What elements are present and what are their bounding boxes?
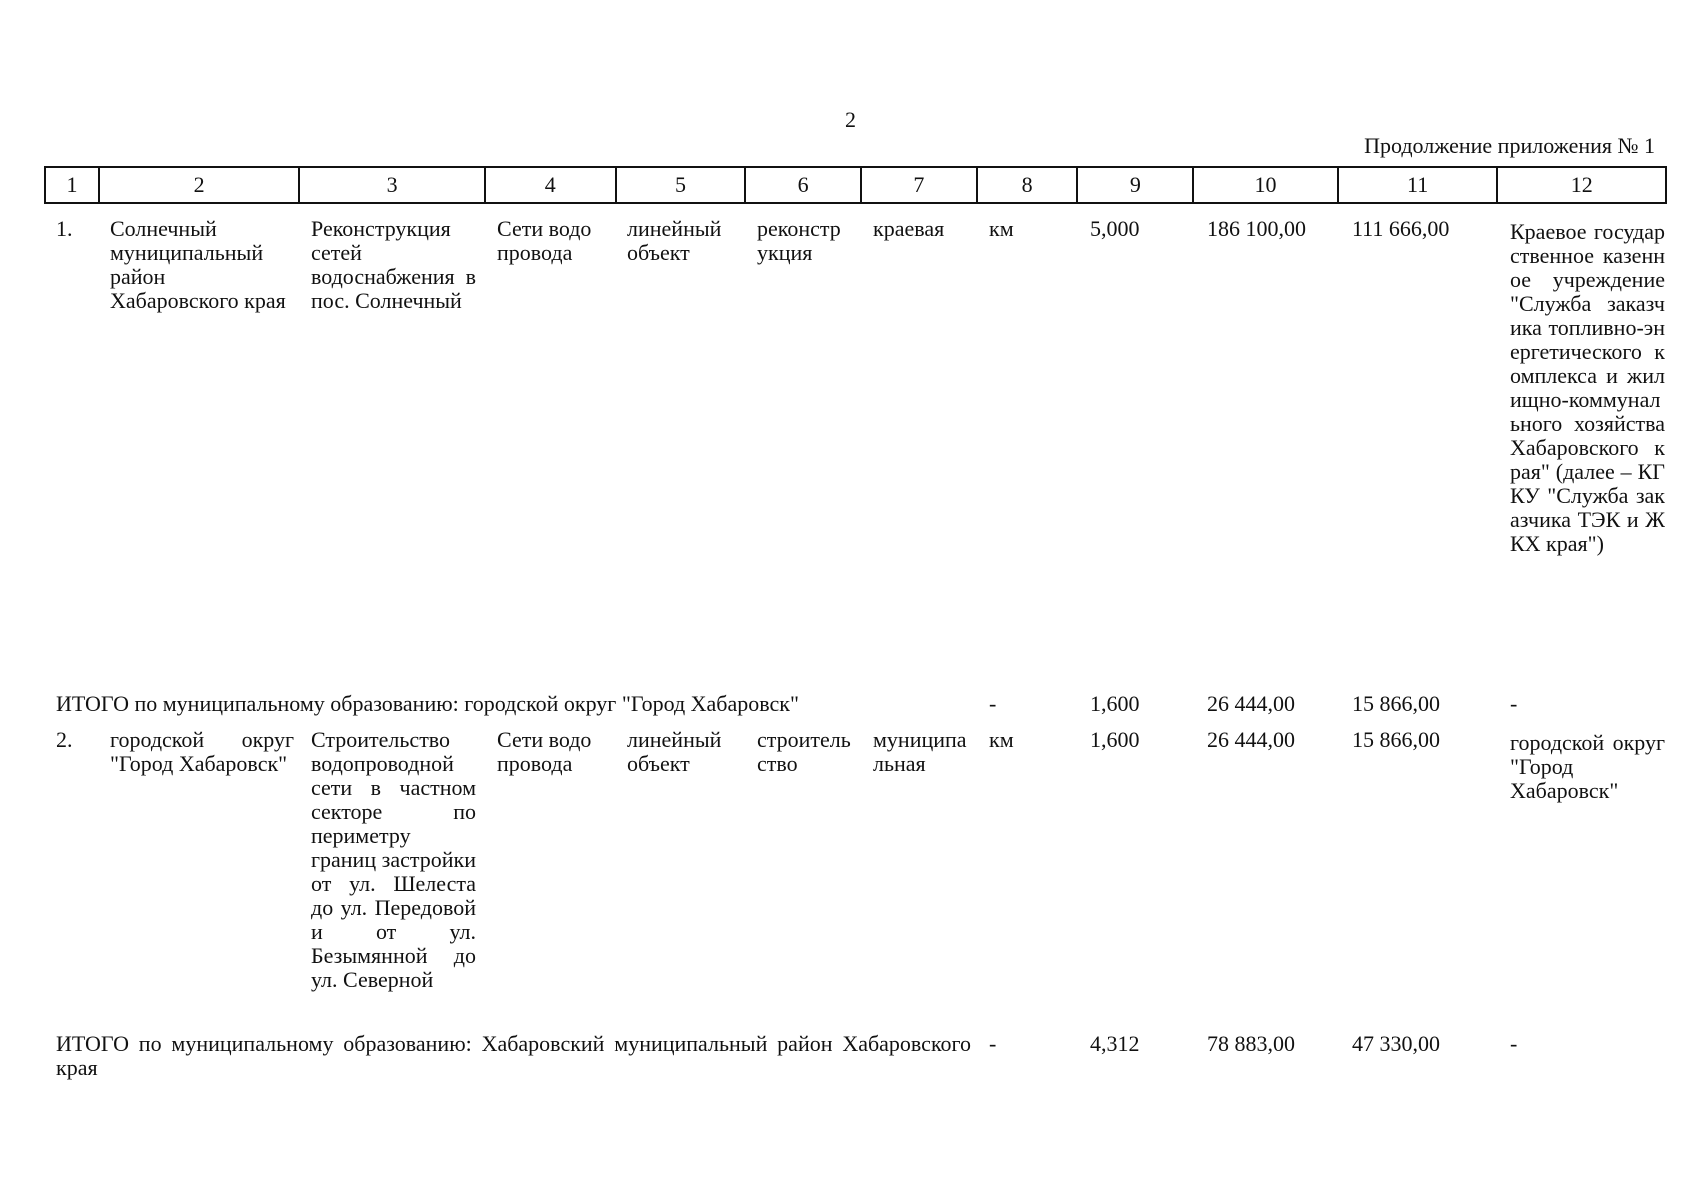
continuation-title: Продолжение приложения № 1 (1364, 133, 1655, 158)
row-number: 2. (56, 727, 73, 752)
total-subsidy: 15 866,00 (1352, 691, 1440, 716)
page-number: 2 (845, 107, 856, 132)
customer-cell: городской округ "Город Хабаровск" (1510, 730, 1665, 803)
total-unit: - (989, 1031, 997, 1056)
unit-cell: км (989, 216, 1014, 241)
object-type-cell: Сети водопровода (497, 216, 592, 265)
row-number: 1. (56, 216, 73, 241)
object-name-cell: Строительство водопроводной сети в частном секторе по периметру границ застройки от ул. Шелеста до ул. Передовой и от ул. Безымянной до ул. Северной (311, 727, 476, 992)
municipality-cell: Солнечный муниципальный район Хабаровского края (110, 216, 286, 313)
total-cost: 26 444,00 (1207, 691, 1295, 716)
ownership-cell: краевая (873, 216, 945, 241)
col-2-header: 2 (100, 168, 301, 202)
subsidy-cell: 15 866,00 (1352, 727, 1440, 752)
total-customer: - (1510, 691, 1518, 716)
work-type-cell: строительство (757, 727, 851, 776)
object-kind-cell: линейный объект (627, 216, 722, 265)
col-10-header: 10 (1194, 168, 1339, 202)
total-label: ИТОГО по муниципальному образованию: Хабаровский муниципальный район Хабаровского края (56, 1031, 971, 1080)
ownership-cell: муниципальная (873, 727, 967, 776)
total-customer: - (1510, 1031, 1518, 1056)
municipality-cell: городской округ "Город Хабаровск" (110, 727, 294, 776)
col-6-header: 6 (746, 168, 862, 202)
total-cost-cell: 26 444,00 (1207, 727, 1295, 752)
total-subsidy: 47 330,00 (1352, 1031, 1440, 1056)
col-9-header: 9 (1078, 168, 1194, 202)
col-12-header: 12 (1570, 172, 1593, 197)
total-capacity: 4,312 (1090, 1031, 1140, 1056)
object-type-cell: Сети водопровода (497, 727, 592, 776)
total-cost-cell: 186 100,00 (1207, 216, 1306, 241)
total-cost: 78 883,00 (1207, 1031, 1295, 1056)
capacity-cell: 5,000 (1090, 216, 1140, 241)
subsidy-cell: 111 666,00 (1352, 216, 1450, 241)
object-kind-cell: линейный объект (627, 727, 722, 776)
customer-cell: Краевое государственное казенное учреждение "Служба заказчика топливно-энергетического комплекса и жилищно-коммунального хозяйства Хабаровского края" (далее – КГКУ "Служба заказчика ТЭК и ЖКХ края") (1510, 219, 1665, 556)
capacity-cell: 1,600 (1090, 727, 1140, 752)
total-unit: - (989, 691, 997, 716)
work-type-cell: реконструкция (757, 216, 841, 265)
unit-cell: км (989, 727, 1014, 752)
col-11-header: 11 (1339, 168, 1499, 202)
col-5-header: 5 (617, 168, 747, 202)
col-4-header: 4 (486, 168, 617, 202)
column-number-header (44, 166, 1667, 204)
col-3-header: 3 (300, 168, 486, 202)
total-label: ИТОГО по муниципальному образованию: городской округ "Город Хабаровск" (56, 691, 799, 716)
col-8-header: 8 (978, 168, 1079, 202)
object-name-cell: Реконструкция сетей водоснабжения в пос. Солнечный (311, 216, 476, 313)
total-capacity: 1,600 (1090, 691, 1140, 716)
col-7-header: 7 (862, 168, 978, 202)
col-1-header: 1 (46, 168, 100, 202)
